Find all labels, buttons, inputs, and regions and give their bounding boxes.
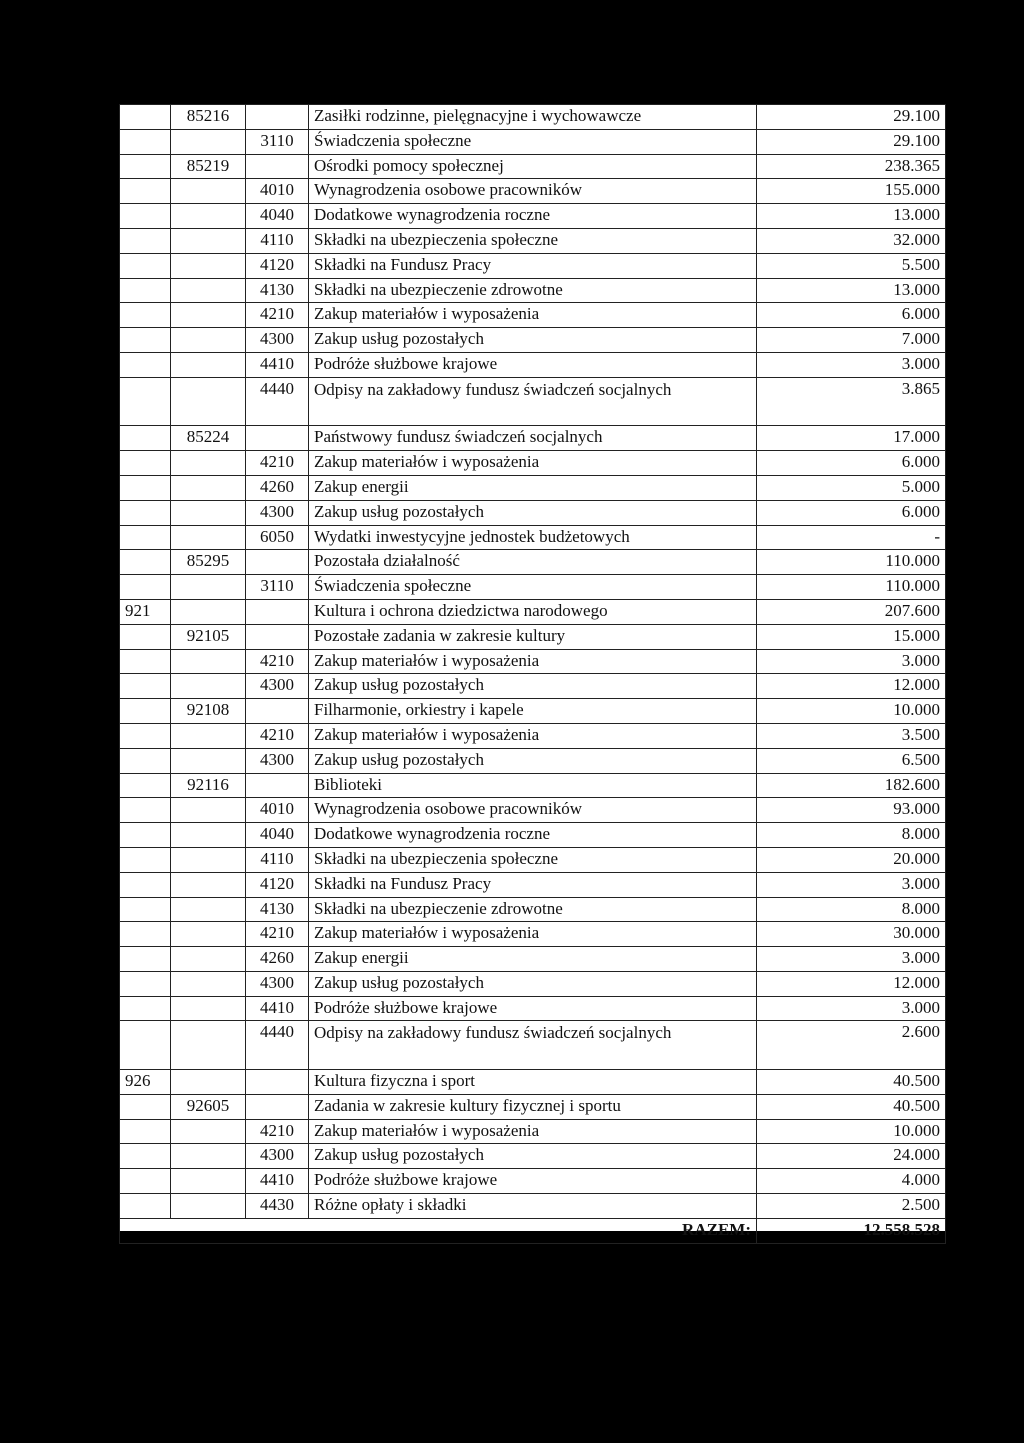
chapter-code: 92116 (171, 773, 246, 798)
item-name: Różne opłaty i składki (309, 1194, 757, 1219)
item-amount: 6.000 (757, 500, 946, 525)
item-amount: 6.000 (757, 303, 946, 328)
item-name: Zakup usług pozostałych (309, 1144, 757, 1169)
item-name: Zakup materiałów i wyposażenia (309, 922, 757, 947)
item-amount: 29.100 (757, 105, 946, 130)
item-name: Pozostałe zadania w zakresie kultury (309, 624, 757, 649)
item-name: Zakup usług pozostałych (309, 500, 757, 525)
section-code (120, 475, 171, 500)
item-name: Świadczenia społeczne (309, 129, 757, 154)
chapter-code (171, 922, 246, 947)
chapter-code (171, 1169, 246, 1194)
chapter-code: 92105 (171, 624, 246, 649)
total-amount: 12.558.528 (757, 1218, 946, 1243)
item-name: Zakup usług pozostałych (309, 328, 757, 353)
section-code (120, 922, 171, 947)
item-amount: 182.600 (757, 773, 946, 798)
paragraph-code (246, 624, 309, 649)
item-name: Ośrodki pomocy społecznej (309, 154, 757, 179)
chapter-code: 85219 (171, 154, 246, 179)
table-row (120, 922, 946, 947)
chapter-code (171, 847, 246, 872)
paragraph-code: 4300 (246, 748, 309, 773)
item-name: Zakup usług pozostałych (309, 971, 757, 996)
section-code (120, 773, 171, 798)
item-name: Składki na Fundusz Pracy (309, 872, 757, 897)
table-row (120, 377, 946, 426)
item-name: Składki na ubezpieczenia społeczne (309, 847, 757, 872)
chapter-code (171, 451, 246, 476)
paragraph-code: 4130 (246, 278, 309, 303)
chapter-code (171, 253, 246, 278)
item-name: Składki na ubezpieczenia społeczne (309, 228, 757, 253)
table-row (120, 674, 946, 699)
total-label: RAZEM: (120, 1218, 757, 1243)
item-amount: 3.000 (757, 352, 946, 377)
paragraph-code: 4300 (246, 674, 309, 699)
chapter-code (171, 649, 246, 674)
chapter-code (171, 500, 246, 525)
item-amount: 3.000 (757, 872, 946, 897)
item-amount: 40.500 (757, 1094, 946, 1119)
item-amount: 2.500 (757, 1194, 946, 1219)
item-name: Kultura i ochrona dziedzictwa narodowego (309, 599, 757, 624)
table-row (120, 748, 946, 773)
section-code (120, 426, 171, 451)
section-code (120, 947, 171, 972)
item-name: Zadania w zakresie kultury fizycznej i sportu (309, 1094, 757, 1119)
paragraph-code: 4300 (246, 328, 309, 353)
table-row (120, 575, 946, 600)
item-name: Odpisy na zakładowy fundusz świadczeń socjalnych (309, 377, 757, 426)
item-name: Zakup materiałów i wyposażenia (309, 649, 757, 674)
paragraph-code: 3110 (246, 575, 309, 600)
item-amount: - (757, 525, 946, 550)
chapter-code (171, 129, 246, 154)
section-code (120, 897, 171, 922)
paragraph-code: 4430 (246, 1194, 309, 1219)
chapter-code (171, 872, 246, 897)
section-code (120, 699, 171, 724)
item-name: Filharmonie, orkiestry i kapele (309, 699, 757, 724)
item-name: Świadczenia społeczne (309, 575, 757, 600)
paragraph-code: 4040 (246, 204, 309, 229)
chapter-code (171, 303, 246, 328)
item-name: Zakup materiałów i wyposażenia (309, 1119, 757, 1144)
item-name: Zakup usług pozostałych (309, 674, 757, 699)
section-code (120, 377, 171, 426)
item-name: Kultura fizyczna i sport (309, 1070, 757, 1095)
item-amount: 8.000 (757, 897, 946, 922)
section-code (120, 253, 171, 278)
paragraph-code: 4110 (246, 847, 309, 872)
section-code (120, 204, 171, 229)
item-name: Podróże służbowe krajowe (309, 996, 757, 1021)
section-code (120, 748, 171, 773)
paragraph-code (246, 550, 309, 575)
table-row (120, 996, 946, 1021)
table-row (120, 129, 946, 154)
paragraph-code: 4410 (246, 996, 309, 1021)
item-name: Wydatki inwestycyjne jednostek budżetowych (309, 525, 757, 550)
item-amount: 29.100 (757, 129, 946, 154)
chapter-code: 85224 (171, 426, 246, 451)
section-code (120, 575, 171, 600)
section-code (120, 624, 171, 649)
paragraph-code: 6050 (246, 525, 309, 550)
item-amount: 6.500 (757, 748, 946, 773)
table-row (120, 847, 946, 872)
table-row (120, 1094, 946, 1119)
item-amount: 3.500 (757, 723, 946, 748)
section-code (120, 278, 171, 303)
section-code (120, 723, 171, 748)
chapter-code (171, 823, 246, 848)
item-name: Zakup materiałów i wyposażenia (309, 723, 757, 748)
section-code (120, 1094, 171, 1119)
section-code (120, 798, 171, 823)
paragraph-code (246, 773, 309, 798)
item-name: Zakup materiałów i wyposażenia (309, 451, 757, 476)
item-amount: 155.000 (757, 179, 946, 204)
section-code (120, 500, 171, 525)
item-name: Zakup energii (309, 475, 757, 500)
paragraph-code: 4210 (246, 451, 309, 476)
item-amount: 7.000 (757, 328, 946, 353)
paragraph-code: 4440 (246, 1021, 309, 1070)
item-amount: 15.000 (757, 624, 946, 649)
item-name: Składki na Fundusz Pracy (309, 253, 757, 278)
section-code (120, 1144, 171, 1169)
chapter-code (171, 377, 246, 426)
budget-table (119, 104, 946, 1244)
item-amount: 30.000 (757, 922, 946, 947)
section-code (120, 525, 171, 550)
paragraph-code: 4410 (246, 1169, 309, 1194)
budget-table-body (120, 105, 946, 1219)
item-amount: 10.000 (757, 699, 946, 724)
table-row (120, 699, 946, 724)
total-row (120, 1218, 946, 1243)
table-row (120, 798, 946, 823)
chapter-code (171, 599, 246, 624)
paragraph-code: 4210 (246, 922, 309, 947)
item-name: Podróże służbowe krajowe (309, 352, 757, 377)
section-code (120, 550, 171, 575)
item-amount: 5.000 (757, 475, 946, 500)
paragraph-code (246, 699, 309, 724)
chapter-code: 92108 (171, 699, 246, 724)
item-amount: 24.000 (757, 1144, 946, 1169)
table-row (120, 1119, 946, 1144)
chapter-code (171, 525, 246, 550)
table-row (120, 525, 946, 550)
paragraph-code: 4110 (246, 228, 309, 253)
paragraph-code: 4210 (246, 1119, 309, 1144)
paragraph-code: 4260 (246, 947, 309, 972)
paragraph-code: 4210 (246, 303, 309, 328)
paragraph-code (246, 426, 309, 451)
item-name: Zakup energii (309, 947, 757, 972)
section-code (120, 649, 171, 674)
chapter-code (171, 179, 246, 204)
chapter-code (171, 475, 246, 500)
table-row (120, 352, 946, 377)
paragraph-code: 4210 (246, 649, 309, 674)
chapter-code (171, 798, 246, 823)
item-amount: 10.000 (757, 1119, 946, 1144)
item-amount: 93.000 (757, 798, 946, 823)
table-row (120, 1144, 946, 1169)
section-code (120, 1119, 171, 1144)
item-amount: 17.000 (757, 426, 946, 451)
paragraph-code (246, 599, 309, 624)
item-amount: 4.000 (757, 1169, 946, 1194)
section-code (120, 303, 171, 328)
chapter-code (171, 723, 246, 748)
item-amount: 207.600 (757, 599, 946, 624)
table-row (120, 947, 946, 972)
item-name: Państwowy fundusz świadczeń socjalnych (309, 426, 757, 451)
table-row (120, 500, 946, 525)
item-name: Zakup usług pozostałych (309, 748, 757, 773)
item-name: Wynagrodzenia osobowe pracowników (309, 798, 757, 823)
item-amount: 110.000 (757, 575, 946, 600)
table-row (120, 1070, 946, 1095)
section-code (120, 1169, 171, 1194)
item-amount: 3.000 (757, 649, 946, 674)
section-code (120, 129, 171, 154)
item-name: Zasiłki rodzinne, pielęgnacyjne i wychowawcze (309, 105, 757, 130)
paragraph-code: 4040 (246, 823, 309, 848)
item-amount: 238.365 (757, 154, 946, 179)
chapter-code (171, 278, 246, 303)
section-code (120, 996, 171, 1021)
table-row (120, 253, 946, 278)
item-amount: 6.000 (757, 451, 946, 476)
paragraph-code: 4300 (246, 971, 309, 996)
section-code (120, 823, 171, 848)
item-name: Pozostała działalność (309, 550, 757, 575)
chapter-code (171, 971, 246, 996)
item-amount: 40.500 (757, 1070, 946, 1095)
chapter-code (171, 1070, 246, 1095)
table-row (120, 328, 946, 353)
table-row (120, 1021, 946, 1070)
chapter-code (171, 352, 246, 377)
item-amount: 20.000 (757, 847, 946, 872)
section-code: 926 (120, 1070, 171, 1095)
paragraph-code: 4440 (246, 377, 309, 426)
paragraph-code (246, 1070, 309, 1095)
chapter-code (171, 575, 246, 600)
item-amount: 32.000 (757, 228, 946, 253)
paragraph-code: 4300 (246, 500, 309, 525)
table-row (120, 179, 946, 204)
section-code (120, 154, 171, 179)
chapter-code (171, 328, 246, 353)
table-row (120, 228, 946, 253)
chapter-code (171, 996, 246, 1021)
table-row (120, 823, 946, 848)
table-row (120, 649, 946, 674)
paragraph-code: 3110 (246, 129, 309, 154)
table-row (120, 1169, 946, 1194)
table-row (120, 278, 946, 303)
section-code (120, 451, 171, 476)
chapter-code: 85295 (171, 550, 246, 575)
chapter-code (171, 748, 246, 773)
table-row (120, 204, 946, 229)
item-name: Dodatkowe wynagrodzenia roczne (309, 204, 757, 229)
item-amount: 8.000 (757, 823, 946, 848)
section-code (120, 971, 171, 996)
item-name: Składki na ubezpieczenie zdrowotne (309, 278, 757, 303)
table-row (120, 426, 946, 451)
paragraph-code (246, 154, 309, 179)
section-code (120, 872, 171, 897)
section-code (120, 674, 171, 699)
item-name: Składki na ubezpieczenie zdrowotne (309, 897, 757, 922)
table-row (120, 872, 946, 897)
item-name: Dodatkowe wynagrodzenia roczne (309, 823, 757, 848)
item-name: Zakup materiałów i wyposażenia (309, 303, 757, 328)
chapter-code (171, 1194, 246, 1219)
chapter-code (171, 674, 246, 699)
chapter-code (171, 204, 246, 229)
table-row (120, 773, 946, 798)
paragraph-code: 4210 (246, 723, 309, 748)
table-row (120, 451, 946, 476)
table-row (120, 154, 946, 179)
item-amount: 3.000 (757, 996, 946, 1021)
paragraph-code: 4130 (246, 897, 309, 922)
item-name: Wynagrodzenia osobowe pracowników (309, 179, 757, 204)
section-code (120, 1194, 171, 1219)
chapter-code (171, 1144, 246, 1169)
chapter-code (171, 897, 246, 922)
table-row (120, 475, 946, 500)
item-amount: 13.000 (757, 278, 946, 303)
table-row (120, 723, 946, 748)
section-code (120, 328, 171, 353)
table-row (120, 303, 946, 328)
chapter-code: 92605 (171, 1094, 246, 1119)
item-amount: 110.000 (757, 550, 946, 575)
section-code (120, 105, 171, 130)
item-amount: 12.000 (757, 674, 946, 699)
section-code (120, 352, 171, 377)
chapter-code (171, 228, 246, 253)
paragraph-code: 4300 (246, 1144, 309, 1169)
table-row (120, 897, 946, 922)
paragraph-code: 4120 (246, 872, 309, 897)
table-row (120, 624, 946, 649)
section-code (120, 179, 171, 204)
paragraph-code (246, 105, 309, 130)
section-code (120, 228, 171, 253)
item-name: Biblioteki (309, 773, 757, 798)
table-row (120, 1194, 946, 1219)
paragraph-code: 4010 (246, 179, 309, 204)
table-row (120, 971, 946, 996)
item-name: Podróże służbowe krajowe (309, 1169, 757, 1194)
chapter-code (171, 1021, 246, 1070)
paragraph-code: 4260 (246, 475, 309, 500)
section-code (120, 1021, 171, 1070)
item-amount: 3.865 (757, 377, 946, 426)
item-amount: 5.500 (757, 253, 946, 278)
chapter-code (171, 947, 246, 972)
paragraph-code (246, 1094, 309, 1119)
table-row (120, 599, 946, 624)
paragraph-code: 4010 (246, 798, 309, 823)
table-row (120, 105, 946, 130)
chapter-code (171, 1119, 246, 1144)
chapter-code: 85216 (171, 105, 246, 130)
section-code (120, 847, 171, 872)
item-amount: 3.000 (757, 947, 946, 972)
paragraph-code: 4410 (246, 352, 309, 377)
item-name: Odpisy na zakładowy fundusz świadczeń socjalnych (309, 1021, 757, 1070)
paragraph-code: 4120 (246, 253, 309, 278)
item-amount: 2.600 (757, 1021, 946, 1070)
table-row (120, 550, 946, 575)
item-amount: 13.000 (757, 204, 946, 229)
item-amount: 12.000 (757, 971, 946, 996)
section-code: 921 (120, 599, 171, 624)
